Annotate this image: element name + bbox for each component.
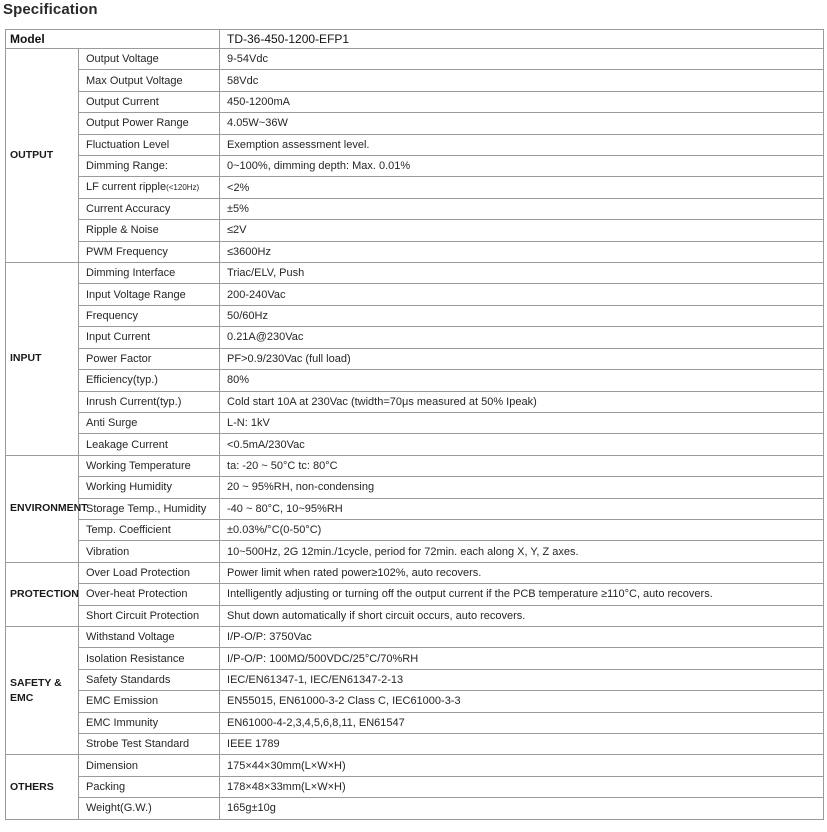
spec-row — [6, 798, 824, 819]
param-value: Cold start 10A at 230Vac (twidth=70μs measured at 50% Ipeak) — [220, 391, 824, 412]
param-label — [79, 669, 220, 690]
param-label — [79, 284, 220, 305]
param-text: Input Voltage Range — [86, 288, 186, 301]
spec-row — [6, 648, 824, 669]
param-label — [79, 626, 220, 647]
param-text: Temp. Coefficient — [86, 524, 171, 537]
spec-row — [6, 156, 824, 177]
section-label: OUTPUT — [6, 49, 79, 263]
section-label: SAFETY & EMC — [6, 626, 79, 754]
section-label: OTHERS — [6, 755, 79, 819]
param-value: Intelligently adjusting or turning off the output current if the PCB temperature ≥110°C, auto recovers. — [220, 584, 824, 605]
param-label — [79, 49, 220, 70]
param-text: Fluctuation Level — [86, 138, 170, 151]
param-text: Inrush Current(typ.) — [86, 395, 182, 408]
param-value: 450-1200mA — [220, 91, 824, 112]
param-text: Current Accuracy — [86, 203, 171, 216]
spec-row — [6, 49, 824, 70]
model-value: TD-36-450-1200-EFP1 — [220, 30, 824, 49]
spec-row — [6, 348, 824, 369]
spec-row — [6, 776, 824, 797]
param-text: Safety Standards — [86, 673, 171, 686]
spec-row — [6, 91, 824, 112]
param-label — [79, 734, 220, 755]
param-label — [79, 498, 220, 519]
spec-row — [6, 455, 824, 476]
spec-row — [6, 434, 824, 455]
param-label — [79, 220, 220, 241]
param-value: 20 ~ 95%RH, non-condensing — [220, 477, 824, 498]
param-label — [79, 263, 220, 284]
param-value: Triac/ELV, Push — [220, 263, 824, 284]
param-value: <0.5mA/230Vac — [220, 434, 824, 455]
param-text: Anti Surge — [86, 417, 138, 430]
spec-row — [6, 327, 824, 348]
param-value: -40 ~ 80°C, 10~95%RH — [220, 498, 824, 519]
param-value: 200-240Vac — [220, 284, 824, 305]
spec-table-body — [6, 30, 824, 820]
spec-row — [6, 626, 824, 647]
spec-row — [6, 691, 824, 712]
spec-row — [6, 134, 824, 155]
spec-row — [6, 605, 824, 626]
param-text: Weight(G.W.) — [86, 802, 152, 815]
spec-row — [6, 734, 824, 755]
param-label — [79, 776, 220, 797]
param-text: Short Circuit Protection — [86, 609, 200, 622]
param-value: ±0.03%/°C(0-50°C) — [220, 519, 824, 540]
param-text: Dimming Range: — [86, 160, 168, 173]
param-label — [79, 477, 220, 498]
section-label: PROTECTION — [6, 562, 79, 626]
spec-row — [6, 669, 824, 690]
param-value: 10~500Hz, 2G 12min./1cycle, period for 72min. each along X, Y, Z axes. — [220, 541, 824, 562]
spec-row — [6, 584, 824, 605]
param-label — [79, 198, 220, 219]
spec-row — [6, 305, 824, 326]
param-label — [79, 755, 220, 776]
param-value: IEEE 1789 — [220, 734, 824, 755]
param-text: Output Current — [86, 96, 159, 109]
param-value: EN61000-4-2,3,4,5,6,8,11, EN61547 — [220, 712, 824, 733]
spec-row — [6, 519, 824, 540]
spec-row — [6, 177, 824, 198]
param-label — [79, 305, 220, 326]
param-text: Packing — [86, 781, 126, 794]
param-value: Exemption assessment level. — [220, 134, 824, 155]
param-text: Strobe Test Standard — [86, 738, 190, 751]
param-value: Power limit when rated power≥102%, auto recovers. — [220, 562, 824, 583]
param-label — [79, 156, 220, 177]
param-text: Input Current — [86, 331, 151, 344]
param-text: Withstand Voltage — [86, 631, 175, 644]
spec-row — [6, 284, 824, 305]
spec-row — [6, 241, 824, 262]
param-value: ta: -20 ~ 50°C tc: 80°C — [220, 455, 824, 476]
param-value: EN55015, EN61000-3-2 Class C, IEC61000-3-3 — [220, 691, 824, 712]
param-label — [79, 412, 220, 433]
param-label — [79, 691, 220, 712]
param-value: I/P-O/P: 3750Vac — [220, 626, 824, 647]
param-text: Storage Temp., Humidity — [86, 502, 207, 515]
param-text: Output Voltage — [86, 53, 159, 66]
param-value: L-N: 1kV — [220, 412, 824, 433]
param-text: Isolation Resistance — [86, 652, 185, 665]
section-label: INPUT — [6, 263, 79, 456]
param-value: 175×44×30mm(L×W×H) — [220, 755, 824, 776]
spec-row — [6, 412, 824, 433]
param-value: 58Vdc — [220, 70, 824, 91]
param-value: ±5% — [220, 198, 824, 219]
spec-row — [6, 70, 824, 91]
param-text: Efficiency(typ.) — [86, 374, 158, 387]
param-text: Over Load Protection — [86, 566, 190, 579]
param-text: Power Factor — [86, 352, 152, 365]
param-value: 4.05W~36W — [220, 113, 824, 134]
param-text: Ripple & Noise — [86, 224, 159, 237]
param-text: Dimming Interface — [86, 267, 176, 280]
param-value: ≤3600Hz — [220, 241, 824, 262]
spec-row — [6, 198, 824, 219]
param-text: Max Output Voltage — [86, 74, 183, 87]
param-text: Vibration — [86, 545, 130, 558]
param-label — [79, 562, 220, 583]
spec-row — [6, 755, 824, 776]
spec-row — [6, 562, 824, 583]
param-value: 50/60Hz — [220, 305, 824, 326]
param-value: 9-54Vdc — [220, 49, 824, 70]
param-label — [79, 348, 220, 369]
param-text: EMC Immunity — [86, 716, 159, 729]
param-value: I/P-O/P: 100MΩ/500VDC/25°C/70%RH — [220, 648, 824, 669]
param-value: ≤2V — [220, 220, 824, 241]
page-title: Specification — [3, 1, 98, 18]
spec-row — [6, 391, 824, 412]
param-label — [79, 519, 220, 540]
param-text: Leakage Current — [86, 438, 168, 451]
section-label: ENVIRONMENT — [6, 455, 79, 562]
param-value: 165g±10g — [220, 798, 824, 819]
param-label — [79, 370, 220, 391]
spec-row — [6, 220, 824, 241]
param-label — [79, 541, 220, 562]
spec-row — [6, 712, 824, 733]
param-value: 178×48×33mm(L×W×H) — [220, 776, 824, 797]
param-text: PWM Frequency — [86, 245, 168, 258]
param-text: Working Humidity — [86, 481, 172, 494]
param-label — [79, 605, 220, 626]
param-label — [79, 391, 220, 412]
param-value: 80% — [220, 370, 824, 391]
param-label — [79, 70, 220, 91]
spec-row — [6, 113, 824, 134]
param-value: PF>0.9/230Vac (full load) — [220, 348, 824, 369]
param-label — [79, 434, 220, 455]
param-value: 0~100%, dimming depth: Max. 0.01% — [220, 156, 824, 177]
param-text: Dimension — [86, 759, 138, 772]
param-label — [79, 177, 220, 198]
param-text: Working Temperature — [86, 459, 191, 472]
param-label — [79, 113, 220, 134]
param-text: Frequency — [86, 310, 138, 323]
param-label — [79, 455, 220, 476]
spec-table — [5, 29, 824, 820]
spec-row — [6, 541, 824, 562]
param-label — [79, 241, 220, 262]
param-label — [79, 648, 220, 669]
param-label — [79, 712, 220, 733]
param-label — [79, 584, 220, 605]
param-label — [79, 91, 220, 112]
param-label — [79, 327, 220, 348]
param-label — [79, 134, 220, 155]
model-label: Model — [6, 30, 220, 49]
param-subscript: (<120Hz) — [166, 183, 200, 193]
param-text: Output Power Range — [86, 117, 189, 130]
param-label — [79, 798, 220, 819]
param-value: IEC/EN61347-1, IEC/EN61347-2-13 — [220, 669, 824, 690]
model-row — [6, 30, 824, 49]
spec-row — [6, 498, 824, 519]
param-value: Shut down automatically if short circuit occurs, auto recovers. — [220, 605, 824, 626]
spec-row — [6, 263, 824, 284]
param-value: 0.21A@230Vac — [220, 327, 824, 348]
param-text: LF current ripple — [86, 181, 167, 194]
param-value: <2% — [220, 177, 824, 198]
param-text: Over-heat Protection — [86, 588, 188, 601]
spec-row — [6, 477, 824, 498]
param-text: EMC Emission — [86, 695, 159, 708]
spec-row — [6, 370, 824, 391]
